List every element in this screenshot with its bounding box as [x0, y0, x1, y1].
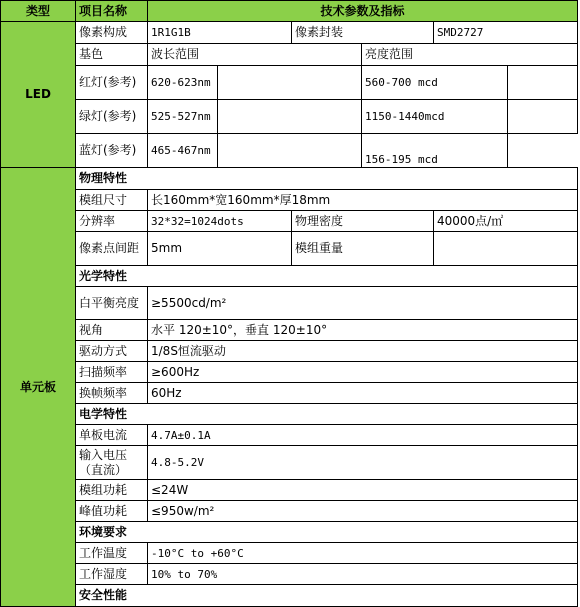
blue-wavelength: 465-467nm	[147, 133, 218, 168]
viewing-angle-label: 视角	[75, 319, 148, 341]
peak-power-label: 峰值功耗	[75, 500, 148, 522]
peak-power-value: ≤950w/m²	[147, 500, 578, 522]
blue-brightness: 156-195 mcd	[361, 133, 508, 168]
frame-rate-value: 60Hz	[147, 382, 578, 404]
pixel-config-value: 1R1G1B	[147, 21, 292, 44]
red-blank	[217, 65, 362, 100]
density-value: 40000点/㎡	[433, 210, 578, 232]
green-wavelength: 525-527nm	[147, 99, 218, 134]
blue-led-label: 蓝灯(参考)	[75, 133, 148, 168]
frame-rate-label: 换帧频率	[75, 382, 148, 404]
module-weight-value	[433, 231, 578, 266]
scan-frequency-label: 扫描频率	[75, 361, 148, 383]
pixel-package-label: 像素封装	[291, 21, 434, 44]
input-voltage-label: 输入电压（直流）	[75, 445, 148, 480]
resolution-value: 32*32=1024dots	[147, 210, 292, 232]
header-item-name: 项目名称	[75, 0, 148, 22]
safety-title: 安全性能	[75, 584, 578, 607]
module-weight-label: 模组重量	[291, 231, 434, 266]
green-led-label: 绿灯(参考)	[75, 99, 148, 134]
operating-humidity-label: 工作湿度	[75, 563, 148, 585]
pixel-config-label: 像素构成	[75, 21, 148, 44]
green-blank	[217, 99, 362, 134]
operating-humidity-value: 10% to 70%	[147, 563, 578, 585]
module-size-value: 长160mm*宽160mm*厚18mm	[147, 189, 578, 211]
base-color-label: 基色	[75, 43, 148, 66]
board-current-value: 4.7A±0.1A	[147, 424, 578, 446]
pixel-pitch-value: 5mm	[147, 231, 292, 266]
header-spec: 技术参数及指标	[147, 0, 578, 22]
green-blank-2	[507, 99, 578, 134]
section-unit-board: 单元板	[0, 167, 76, 607]
operating-temp-label: 工作温度	[75, 542, 148, 564]
header-type: 类型	[0, 0, 76, 22]
pixel-package-value: SMD2727	[433, 21, 578, 44]
resolution-label: 分辨率	[75, 210, 148, 232]
white-balance-label: 白平衡亮度	[75, 286, 148, 320]
scan-frequency-value: ≥600Hz	[147, 361, 578, 383]
red-brightness: 560-700 mcd	[361, 65, 508, 100]
board-current-label: 单板电流	[75, 424, 148, 446]
pixel-pitch-label: 像素点间距	[75, 231, 148, 266]
module-power-value: ≤24W	[147, 479, 578, 501]
drive-mode-value: 1/8S恒流驱动	[147, 340, 578, 362]
module-power-label: 模组功耗	[75, 479, 148, 501]
brightness-header: 亮度范围	[361, 43, 578, 66]
operating-temp-value: -10°C to +60°C	[147, 542, 578, 564]
physical-title: 物理特性	[75, 167, 578, 190]
density-label: 物理密度	[291, 210, 434, 232]
drive-mode-label: 驱动方式	[75, 340, 148, 362]
wavelength-header: 波长范围	[147, 43, 362, 66]
viewing-angle-value: 水平 120±10°，垂直 120±10°	[147, 319, 578, 341]
red-wavelength: 620-623nm	[147, 65, 218, 100]
red-blank-2	[507, 65, 578, 100]
red-led-label: 红灯(参考)	[75, 65, 148, 100]
input-voltage-value: 4.8-5.2V	[147, 445, 578, 480]
section-led: LED	[0, 21, 76, 168]
electrical-title: 电学特性	[75, 403, 578, 425]
green-brightness: 1150-1440mcd	[361, 99, 508, 134]
module-size-label: 模组尺寸	[75, 189, 148, 211]
environment-title: 环境要求	[75, 521, 578, 543]
optical-title: 光学特性	[75, 265, 578, 287]
white-balance-value: ≥5500cd/m²	[147, 286, 578, 320]
blue-blank	[217, 133, 362, 168]
